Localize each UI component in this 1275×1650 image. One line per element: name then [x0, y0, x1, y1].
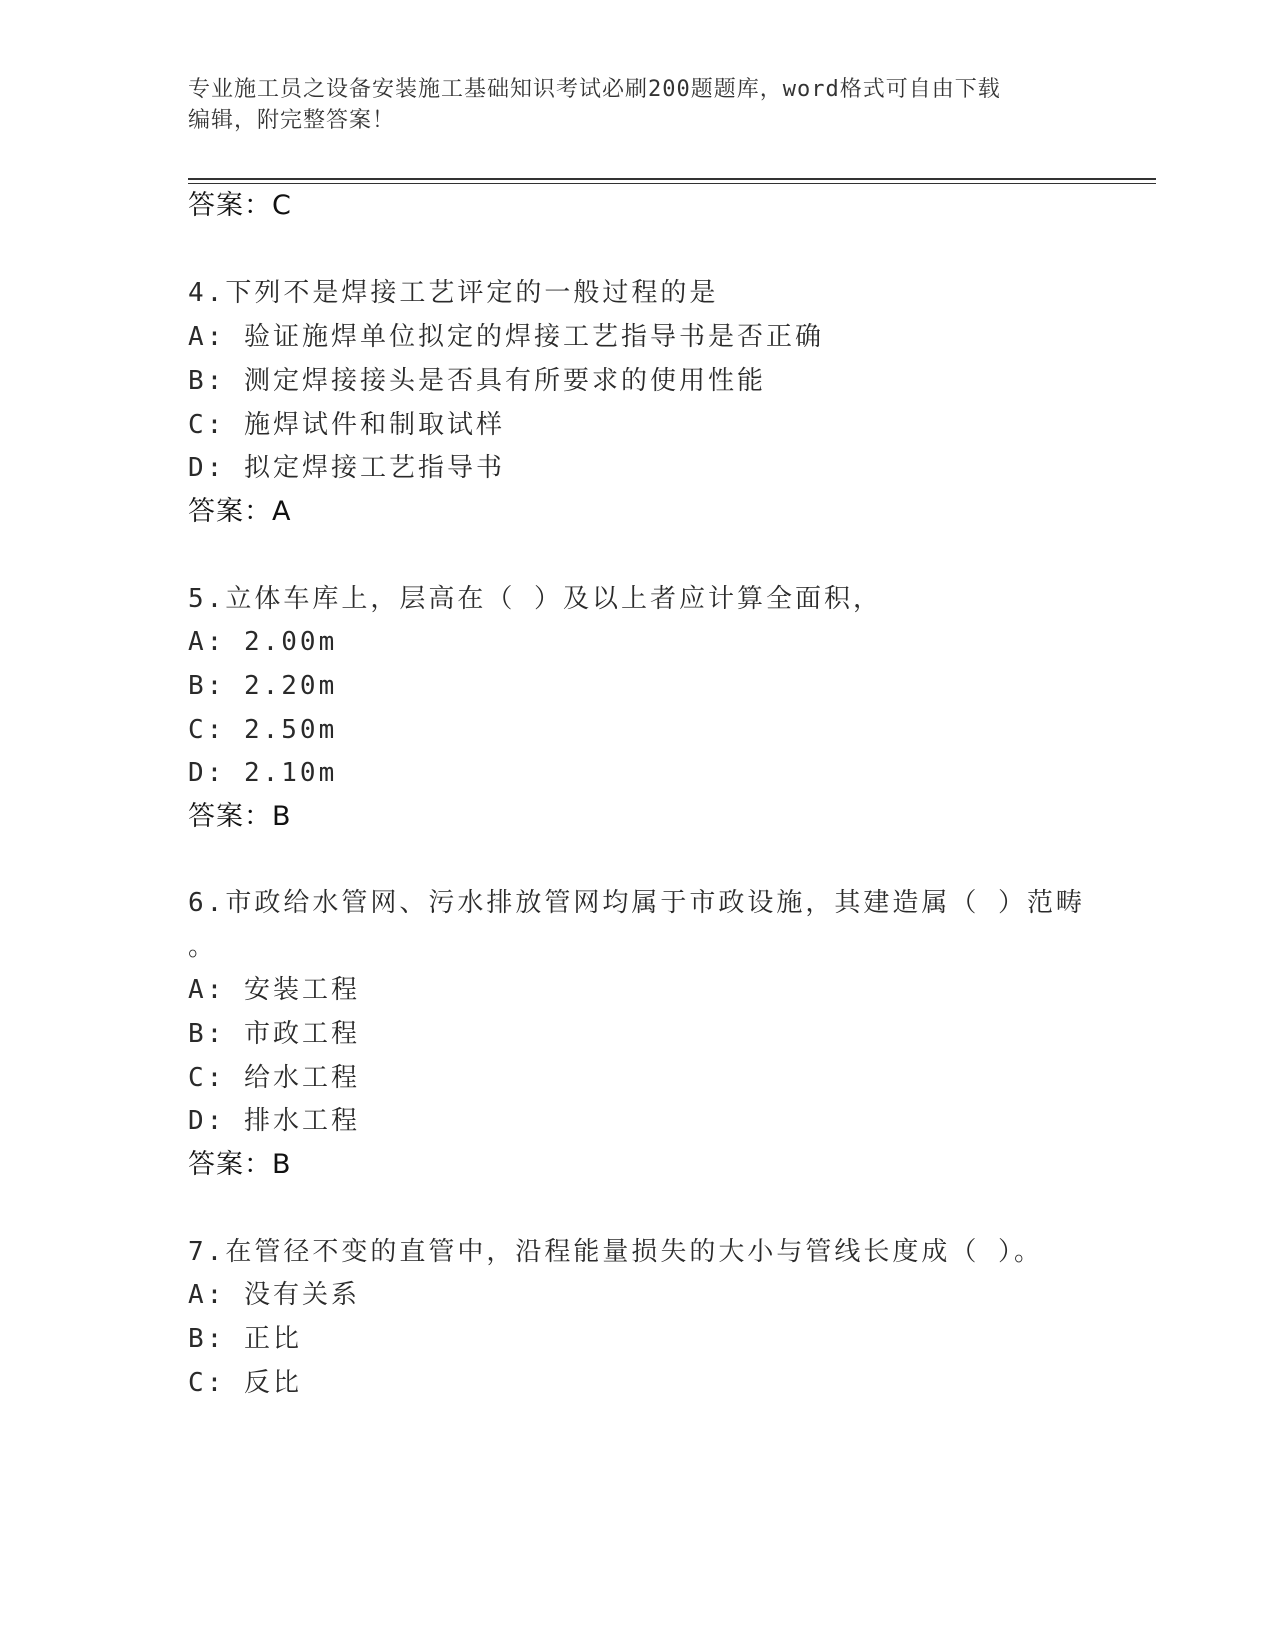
question-line	[188, 1236, 1043, 1268]
option-key: A:	[188, 322, 226, 352]
answer-label: 答案：	[188, 1149, 272, 1180]
option-line	[188, 1062, 360, 1094]
option-text: 没有关系	[243, 1280, 360, 1310]
option-line	[188, 321, 824, 353]
option-key: A:	[188, 975, 226, 1005]
option-text: 2.10m	[243, 758, 338, 788]
answer-label: 答案：	[188, 190, 272, 221]
option-line	[188, 452, 505, 484]
question-number: 6.	[188, 888, 226, 918]
question-text: 立体车库上，层高在（ ）及以上者应计算全面积，	[225, 584, 882, 614]
option-text: 拟定焊接工艺指导书	[243, 453, 505, 483]
answer-label: 答案：	[188, 801, 272, 832]
question-number: 7.	[188, 1237, 226, 1267]
header-divider-thick	[188, 178, 1156, 180]
option-text: 排水工程	[243, 1106, 360, 1136]
option-line	[188, 365, 766, 397]
answer-value: A	[272, 496, 292, 527]
option-key: B:	[188, 366, 226, 396]
option-key: D:	[188, 1106, 226, 1136]
option-line	[188, 1279, 360, 1311]
option-line	[188, 757, 337, 789]
question-number: 4.	[188, 278, 226, 308]
question-text: 在管径不变的直管中，沿程能量损失的大小与管线长度成（ ）。	[225, 1237, 1043, 1267]
option-key: A:	[188, 1280, 226, 1310]
option-line	[188, 1367, 302, 1399]
option-key: C:	[188, 1063, 226, 1093]
option-key: C:	[188, 410, 226, 440]
option-key: C:	[188, 715, 226, 745]
question-text-continuation: 。	[188, 932, 218, 962]
answer-label: 答案：	[188, 496, 272, 527]
option-line	[188, 670, 337, 702]
option-line	[188, 409, 505, 441]
option-text: 2.20m	[243, 671, 338, 701]
answer-line	[188, 1149, 292, 1181]
option-text: 2.00m	[243, 627, 338, 657]
answer-line	[188, 190, 292, 222]
option-key: A:	[188, 627, 226, 657]
option-text: 给水工程	[243, 1063, 360, 1093]
header-divider-thin	[188, 183, 1156, 184]
option-line	[188, 1105, 360, 1137]
answer-line	[188, 801, 292, 833]
option-text: 验证施焊单位拟定的焊接工艺指导书是否正确	[243, 322, 824, 352]
option-text: 测定焊接接头是否具有所要求的使用性能	[243, 366, 766, 396]
question-number: 5.	[188, 584, 226, 614]
answer-value: C	[272, 190, 292, 221]
option-line	[188, 1018, 360, 1050]
option-line	[188, 974, 360, 1006]
option-text: 施焊试件和制取试样	[243, 410, 505, 440]
option-key: B:	[188, 1019, 226, 1049]
option-line	[188, 714, 337, 746]
answer-value: B	[272, 801, 292, 832]
question-line	[188, 887, 1085, 919]
document-header	[188, 74, 1088, 136]
header-line-1: 专业施工员之设备安装施工基础知识考试必刷200题题库，word格式可自由下载	[188, 77, 1001, 102]
header-line-2: 编辑，附完整答案！	[188, 108, 396, 133]
option-key: B:	[188, 1324, 226, 1354]
question-line	[188, 277, 718, 309]
option-text: 正比	[243, 1324, 302, 1354]
option-key: D:	[188, 758, 226, 788]
option-key: D:	[188, 453, 226, 483]
question-text: 下列不是焊接工艺评定的一般过程的是	[225, 278, 719, 308]
question-line	[188, 583, 882, 615]
option-key: C:	[188, 1368, 226, 1398]
option-line	[188, 626, 337, 658]
option-line	[188, 1323, 302, 1355]
option-text: 市政工程	[243, 1019, 360, 1049]
question-text: 市政给水管网、污水排放管网均属于市政设施，其建造属（ ）范畴	[225, 888, 1085, 918]
option-text: 安装工程	[243, 975, 360, 1005]
option-key: B:	[188, 671, 226, 701]
option-text: 反比	[243, 1368, 302, 1398]
answer-value: B	[272, 1149, 292, 1180]
option-text: 2.50m	[243, 715, 338, 745]
answer-line	[188, 496, 291, 528]
